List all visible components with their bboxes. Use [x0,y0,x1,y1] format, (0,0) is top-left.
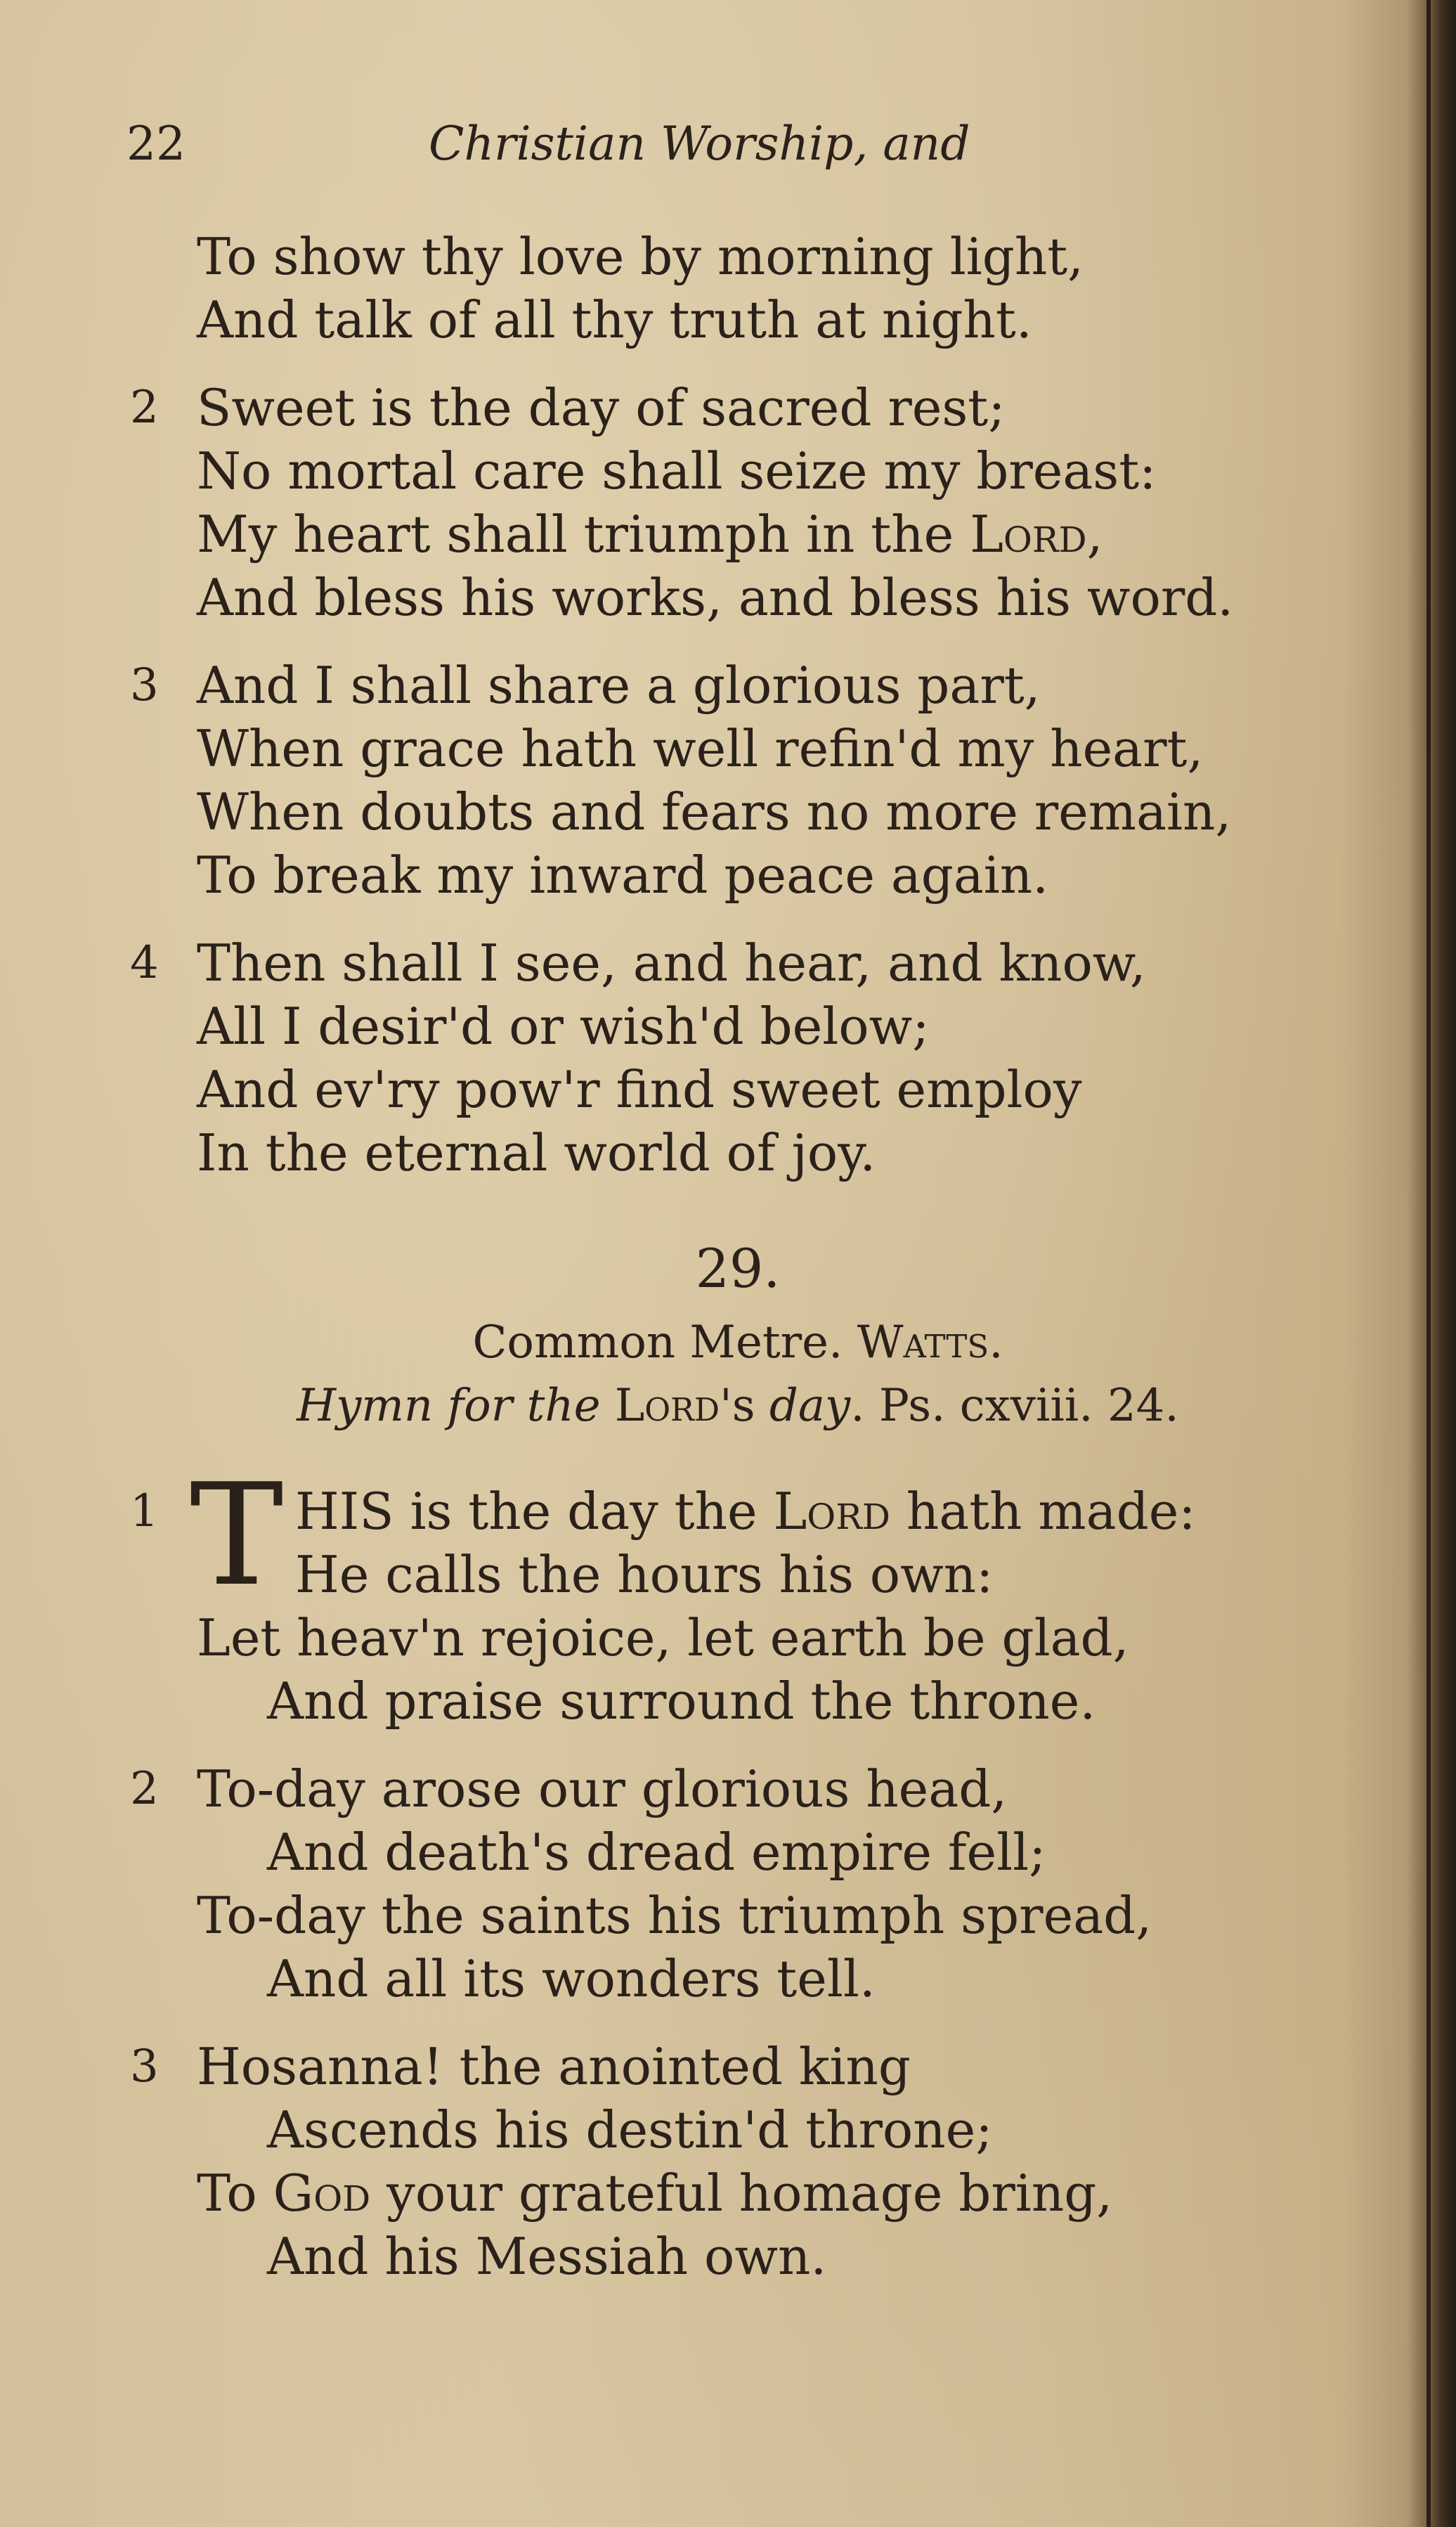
verse-line: In the eternal world of joy. [197,1123,876,1182]
book-spine [1407,0,1456,2527]
verse-number: 3 [130,659,159,711]
hymn-metre: Common Metre. Watts. [472,1317,1003,1369]
spine-edge [1426,0,1431,2527]
verse-line: To-day arose our glorious head, [197,1759,1008,1818]
verse-line: Sweet is the day of sacred rest; [197,378,1006,437]
verse-line: No mortal care shall seize my breast: [197,441,1157,500]
verse-line: And bless his works, and bless his word. [197,568,1234,627]
verse-line: Let heav'n rejoice, let earth be glad, [197,1608,1129,1667]
continuation-line: To show thy love by morning light, [197,227,1084,286]
verse-line: And I shall share a glorious part, [197,656,1041,715]
continuation-line: And talk of all thy truth at night. [197,290,1032,349]
verse-line: And ev'ry pow'r find sweet employ [197,1060,1082,1119]
verse-number: 4 [130,937,159,989]
verse-line: Ascends his destin'd throne; [267,2100,993,2159]
verse-number: 2 [130,1763,159,1815]
verse-line: To God your grateful homage bring, [197,2164,1113,2223]
verse-line: Hosanna! the anointed king [197,2037,911,2096]
verse-line: All I desir'd or wish'd below; [197,997,930,1056]
verse-line: When doubts and fears no more remain, [197,782,1232,841]
verse-line: To-day the saints his triumph spread, [197,1886,1152,1945]
verse-line: My heart shall triumph in the Lord, [197,505,1103,564]
verse-line: And death's dread empire fell; [267,1823,1046,1882]
verse-line: And all its wonders tell. [267,1949,876,2008]
page-number: 22 [126,117,186,171]
verse-number: 2 [130,382,159,434]
hymn-subtitle: Hymn for the Lord's day. Ps. cxviii. 24. [297,1380,1179,1432]
verse-line: And praise surround the throne. [267,1672,1096,1731]
running-title: Christian Worship, and [429,117,970,171]
verse-line: To break my inward peace again. [197,846,1049,905]
verse-number: 3 [130,2041,159,2093]
hymn-number: 29. [695,1237,781,1300]
verse-line: And his Messiah own. [267,2227,827,2286]
verse-number: 1 [130,1485,159,1537]
drop-cap: T [190,1454,284,1617]
verse-line: Then shall I see, and hear, and know, [197,933,1146,993]
verse-line: He calls the hours his own: [295,1545,994,1604]
verse-line: HIS is the day the Lord hath made: [295,1482,1196,1541]
verse-line: When grace hath well refin'd my heart, [197,719,1204,778]
